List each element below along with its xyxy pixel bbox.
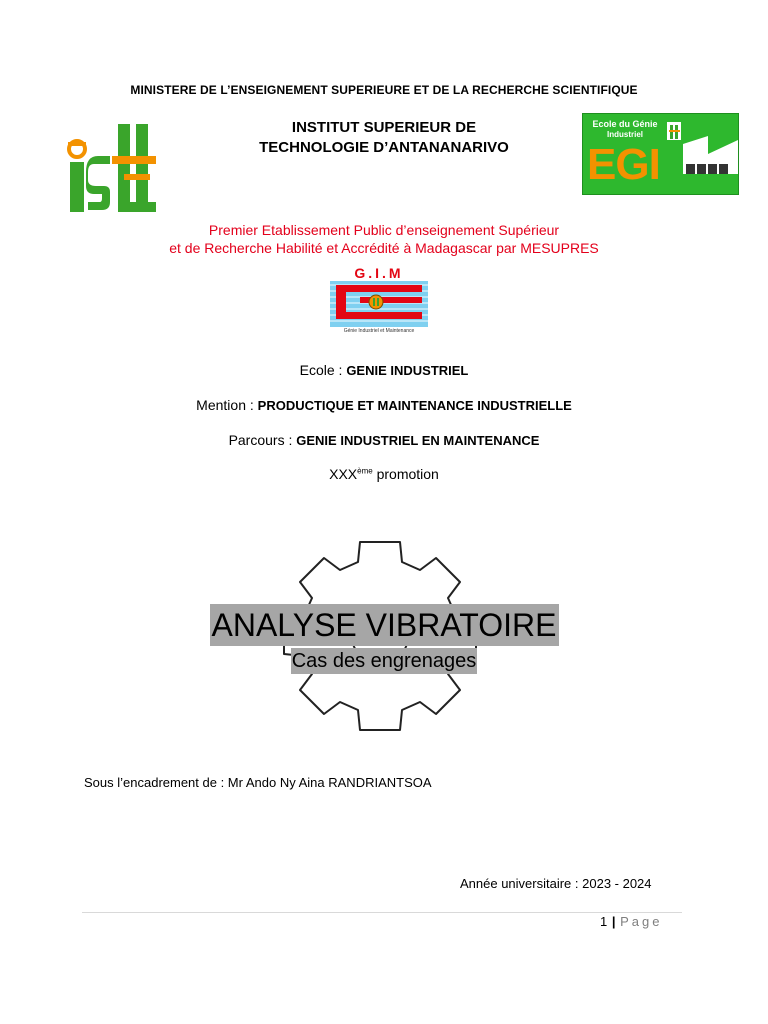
page-footer [600,914,662,929]
footer-divider [82,912,682,913]
gim-logo-graphic [330,281,428,327]
parcours-line [0,432,768,448]
promotion-line [0,466,768,482]
egi-logo [582,113,739,195]
ecole-value: GENIE INDUSTRIEL [346,363,469,378]
egi-logo-subtitle: Industriel [606,130,643,139]
institute-line-1: INSTITUT SUPERIEUR DE [291,119,477,136]
promotion-prefix: XXX [329,466,358,482]
page-number: 1 [600,914,608,929]
page-label: Page [620,914,663,929]
institute-line-2: TECHNOLOGIE D’ANTANANARIVO [259,139,509,156]
mention-line [0,397,768,413]
gim-logo [330,266,428,336]
supervisor-text: Sous l’encadrement de : Mr Ando Ny Aina RANDRIANTSOA [84,775,432,790]
ministry-header: MINISTERE DE L’ENSEIGNEMENT SUPERIEURE ET DE LA RECHERCHE SCIENTIFIQUE [130,83,638,97]
promotion-suffix: promotion [372,466,439,482]
gim-logo-title: G.I.M [354,265,404,281]
egi-logo-title: Ecole du Génie [592,119,658,129]
accreditation-line-2: et de Recherche Habilité et Accrédité à Madagascar par MESUPRES [169,240,599,256]
mention-label: Mention : [196,397,258,413]
ecole-line [0,362,768,378]
gim-logo-caption: Génie Industriel et Maintenance [343,328,415,334]
egi-logo-letters: EGI [587,140,660,189]
academic-year: Année universitaire : 2023 - 2024 [460,876,652,891]
accreditation-line-1: Premier Etablissement Public d’enseignement Supérieur [208,222,560,238]
page-separator: | [607,914,621,929]
ecole-label: Ecole : [299,362,347,378]
subtitle-block [0,648,768,674]
promotion-sup: ème [357,466,373,476]
parcours-label: Parcours : [228,432,297,448]
main-title: ANALYSE VIBRATOIRE [210,604,559,646]
parcours-value: GENIE INDUSTRIEL EN MAINTENANCE [296,433,540,448]
title-block [0,604,768,646]
mention-value: PRODUCTIQUE ET MAINTENANCE INDUSTRIELLE [257,398,572,413]
subtitle: Cas des engrenages [291,650,477,672]
accreditation-text [0,221,768,257]
